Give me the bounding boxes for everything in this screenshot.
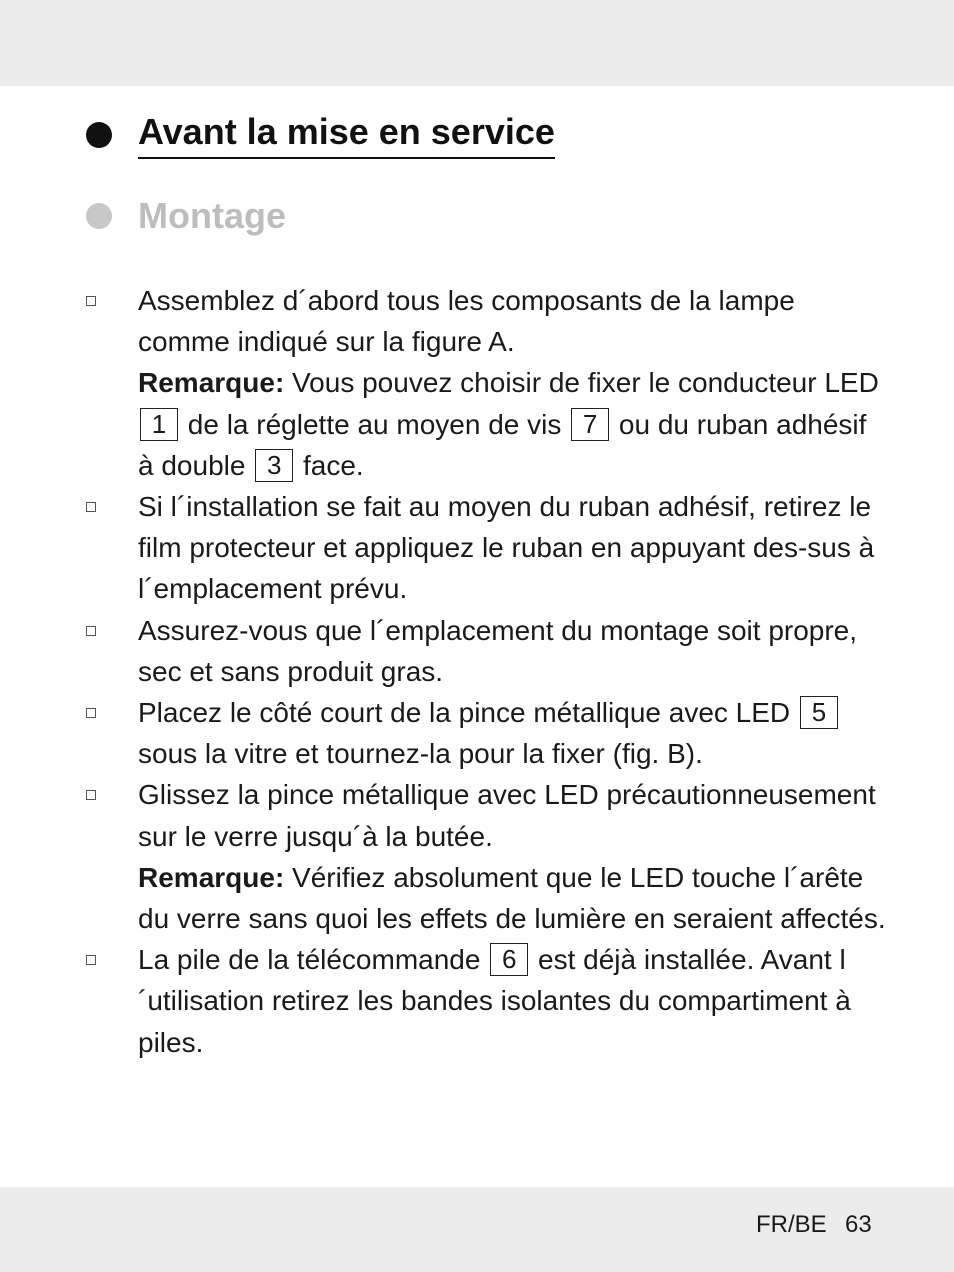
list-item [86, 610, 886, 692]
list-item [86, 280, 886, 486]
page-number: 63 [845, 1211, 872, 1238]
list-item [86, 486, 886, 610]
item-text: Assemblez d´abord tous les composants de la lampe comme indiqué sur la figure A. [138, 285, 795, 358]
list-item [86, 774, 886, 939]
note: Remarque: Vous pouvez choisir de fixer le conducteur LED 1 de la réglette au moyen de vis 7 ou du ruban adhésif à double 3 face. [138, 367, 879, 481]
note: Remarque: Vérifiez absolument que le LED touche l´arête du verre sans quoi les effets de lumière en seraient affectés. [138, 861, 886, 935]
section-title: Avant la mise en service [138, 111, 555, 159]
top-band [0, 0, 954, 86]
part-ref-6: 6 [490, 943, 528, 976]
list-item [86, 939, 886, 1063]
part-ref-1: 1 [140, 408, 178, 441]
item-text: Placez le côté court de la pince métallique avec LED 5 sous la vitre et tournez-la pour la fixer (fig. B). [138, 692, 886, 774]
item-text: La pile de la télécommande 6 est déjà installée. Avant l´utilisation retirez les bandes isolantes du compartiment à piles. [138, 944, 851, 1058]
subsection-heading [86, 194, 286, 238]
checkbox-square-icon [86, 790, 96, 800]
section-heading [86, 111, 555, 159]
bullet-dot-icon [86, 203, 112, 229]
checkbox-square-icon [86, 626, 96, 636]
subsection-title: Montage [138, 195, 286, 236]
checkbox-square-icon [86, 296, 96, 306]
instruction-list [86, 280, 886, 1063]
footer-language: FR/BE [756, 1211, 827, 1238]
list-item [86, 692, 886, 774]
part-ref-7: 7 [571, 408, 609, 441]
item-text: Assurez-vous que l´emplacement du montage soit propre, sec et sans produit gras. [138, 614, 858, 687]
bullet-dot-icon [86, 122, 112, 148]
note-label: Remarque: [138, 861, 285, 893]
note-label: Remarque: [138, 367, 285, 399]
checkbox-square-icon [86, 708, 96, 718]
item-text: Si l´installation se fait au moyen du ruban adhésif, retirez le film protecteur et appliquez le ruban en appuyant des-sus à l´emplacement prévu. [138, 491, 875, 605]
item-text: Glissez la pince métallique avec LED précautionneusement sur le verre jusqu´à la butée. [138, 779, 876, 852]
checkbox-square-icon [86, 955, 96, 965]
part-ref-3: 3 [255, 449, 293, 482]
checkbox-square-icon [86, 502, 96, 512]
part-ref-5: 5 [800, 696, 838, 729]
